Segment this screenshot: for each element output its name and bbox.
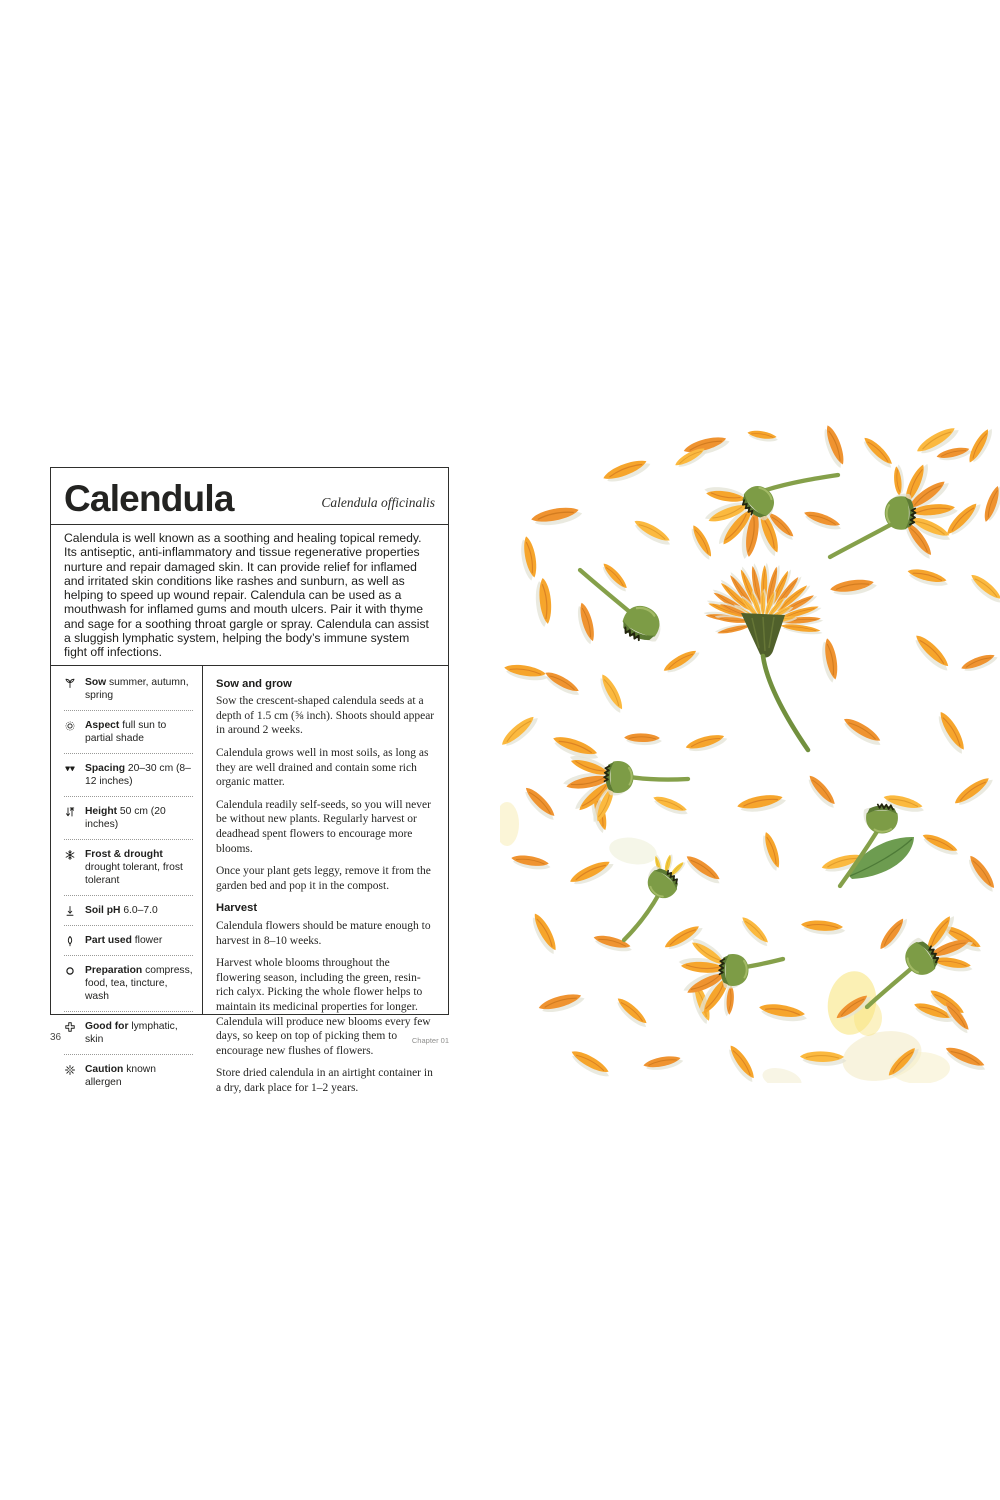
watercolor-splash [500, 802, 519, 846]
petal [906, 566, 950, 589]
seed-head-stem [624, 894, 659, 940]
petal [952, 773, 996, 810]
good-for-icon [64, 1021, 76, 1033]
petal [820, 423, 848, 469]
petal [574, 601, 597, 645]
attribute-row [64, 796, 193, 839]
attribute-row [64, 753, 193, 796]
page-title: Calendula [64, 478, 234, 519]
attribute-text: Caution known allergen [85, 1063, 156, 1088]
petal [829, 577, 877, 598]
paragraph: Calendula flowers should be mature enough to harvest in 8–10 weeks. [216, 919, 431, 947]
petal [500, 712, 541, 751]
attribute-text: Preparation compress, food, tea, tincture, wash [85, 964, 193, 1002]
attribute-label: Caution [85, 1063, 124, 1075]
soil-ph-icon [64, 905, 76, 917]
petal [651, 793, 690, 818]
attribute-label: Preparation [85, 964, 143, 976]
latin-name: Calendula officinalis [321, 495, 435, 510]
petal [684, 731, 728, 754]
attribute-label: Part used [85, 934, 132, 946]
attribute-text: Frost & drought drought tolerant, frost tolerant [85, 848, 183, 886]
attribute-label: Height [85, 805, 118, 817]
petal [534, 577, 553, 627]
petal [568, 1047, 613, 1081]
petal [687, 523, 715, 562]
petal [965, 425, 996, 466]
attribute-label: Frost & drought [85, 848, 163, 860]
section-heading: Harvest [216, 902, 258, 915]
petal [510, 853, 552, 872]
petal [877, 914, 911, 953]
petal [738, 914, 773, 949]
height-icon [64, 806, 76, 818]
attribute-label: Spacing [85, 762, 126, 774]
petal [981, 482, 1000, 524]
attribute-text: Spacing 20–30 cm (8–12 inches) [85, 762, 191, 787]
watercolor-splash [607, 834, 659, 868]
petal [800, 1051, 847, 1067]
attribute-text: Aspect full sun to partial shade [85, 719, 167, 744]
attribute-row [64, 925, 193, 955]
petal [800, 919, 846, 936]
attribute-text: Part used flower [85, 934, 163, 946]
text-section [216, 677, 436, 894]
preparation-icon [64, 965, 76, 977]
attribute-text: Sow summer, autumn, spring [85, 676, 189, 701]
petal [518, 535, 539, 581]
section-heading: Sow and grow [216, 677, 292, 690]
seed-head-stem [745, 959, 783, 967]
attribute-label: Soil pH [85, 904, 121, 916]
paragraph: Sow the crescent-shaped calendula seeds at a depth of 1.5 cm (⅝ inch). Shoots should appear in around 2 weeks. [216, 695, 435, 737]
part-used-icon [64, 935, 76, 947]
petal [601, 456, 652, 487]
petal [804, 772, 839, 811]
petal [528, 911, 561, 957]
petal [967, 571, 1000, 606]
petal [960, 651, 1000, 675]
petal [631, 517, 674, 549]
petal [537, 990, 586, 1016]
card-header [51, 468, 448, 525]
petal [893, 464, 905, 496]
petal [568, 856, 616, 889]
aspect-icon [64, 720, 76, 732]
seed-head-stem [766, 475, 838, 490]
petal [736, 792, 787, 815]
attribute-label: Aspect [85, 719, 120, 731]
petal [802, 508, 844, 533]
petal [682, 852, 724, 887]
sow-icon [64, 677, 76, 689]
attribute-text: Height 50 cm (20 inches) [85, 805, 166, 830]
petal [724, 1043, 758, 1083]
attribute-label: Sow [85, 676, 107, 688]
attribute-row [64, 839, 193, 895]
page-number: 36 [50, 1032, 62, 1043]
petal [758, 1001, 809, 1024]
petal [530, 504, 583, 528]
petal [936, 445, 973, 463]
petal [943, 499, 984, 540]
petal [910, 631, 953, 674]
petal [933, 709, 969, 757]
seed-head-stem [630, 777, 688, 780]
chapter-label: Chapter 01 [411, 1036, 449, 1045]
petal [747, 429, 779, 444]
paragraph: Calendula readily self-seeds, so you will never be without new plants. Regularly harvest or deadhead spent flowers to encourage more blooms. [216, 798, 431, 855]
petal [859, 434, 896, 471]
petal [596, 672, 627, 715]
attribute-row [64, 1054, 193, 1097]
caution-icon [64, 1064, 76, 1076]
attribute-row [64, 1011, 193, 1054]
watercolor-splash [760, 1064, 804, 1083]
paragraph: Harvest whole blooms throughout the flowering season, including the green, resin-rich calyx. Picking the whole flower helps to maintain its medicinal properties for longer. Calendula will produce new blooms every few days, so keep on top of picking them to encourage new flushes of flowers. [216, 957, 431, 1057]
spacing-icon [64, 763, 76, 775]
petal [624, 733, 662, 746]
attribute-row [64, 895, 193, 925]
attribute-text: Soil pH 6.0–7.0 [85, 904, 158, 916]
attribute-label: Good for [85, 1020, 129, 1032]
attribute-text: Good for lymphatic, skin [85, 1020, 178, 1045]
petal [503, 662, 549, 683]
seed-pod [719, 954, 748, 988]
intro-paragraph: Calendula is well known as a soothing and healing topical remedy. Its antiseptic, anti-inflammatory and tissue regenerative properties nurture and repair damaged skin. It can provide relief for inflamed and irritated skin conditions like rashes and sunburn, as well as helping to speed up wound repair. Calendula can be used as a mouthwash for inflamed gums and mouth ulcers. Pair it with thyme and sage for a soothing throat gargle or spray. Calendula can assist a sluggish lymphatic system, helping the body’s immune system fight off infections. [51, 525, 448, 666]
paragraph: Calendula grows well in most soils, as long as they are well drained and contain some rich organic matter. [216, 747, 429, 789]
paragraph: Store dried calendula in an airtight container in a dry, dark place for 1–2 years. [216, 1067, 433, 1094]
frost-icon [64, 849, 76, 861]
petal [840, 714, 885, 749]
bloom-stem [763, 656, 808, 750]
petal [520, 784, 559, 823]
petal [714, 622, 750, 636]
petal [920, 831, 961, 859]
petal [613, 995, 651, 1031]
seed-pod [604, 761, 633, 795]
attribute-row [64, 668, 193, 710]
attribute-row [64, 955, 193, 1011]
seed-head-stem [580, 570, 631, 613]
paragraph: Once your plant gets leggy, remove it from the garden bed and pop it in the compost. [216, 865, 431, 892]
seed-pod [864, 804, 898, 833]
text-section [216, 901, 436, 1095]
petal [542, 668, 583, 699]
petal [964, 853, 999, 895]
calendula-illustration [500, 418, 1000, 1083]
petal [643, 1054, 685, 1073]
petal [703, 484, 747, 504]
seed-pod [885, 494, 916, 530]
attribute-row [64, 710, 193, 753]
calendula-illustration-svg [500, 418, 1000, 1083]
petal [819, 637, 840, 683]
petal [661, 646, 702, 677]
petal [759, 831, 783, 873]
